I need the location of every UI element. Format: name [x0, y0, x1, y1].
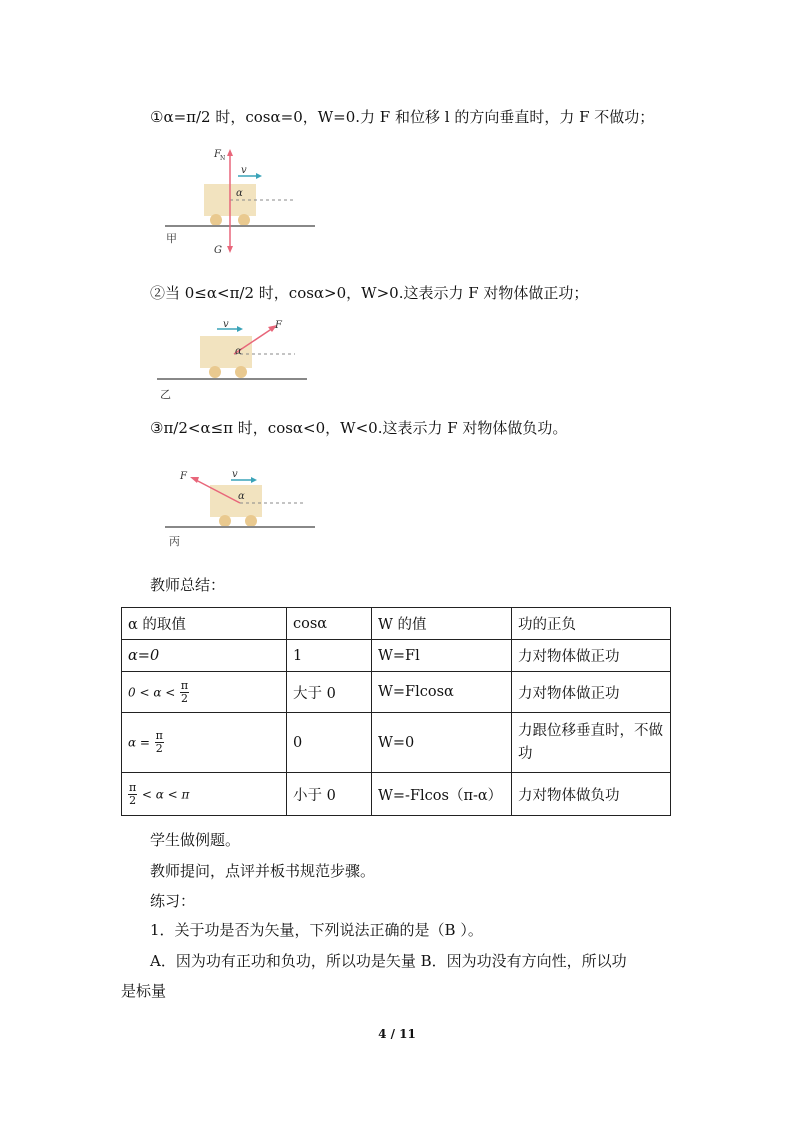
v-label: v — [223, 319, 229, 330]
v-label: v — [241, 165, 247, 176]
fraction-den: 2 — [129, 793, 137, 807]
cell-cos: 大于 0 — [287, 672, 372, 713]
figure-bing — [163, 455, 323, 550]
alpha-left: α = — [128, 735, 150, 750]
table-header-row — [122, 608, 671, 640]
cell-sign: 力对物体做正功 — [512, 640, 671, 672]
header-cos: cosα — [287, 608, 372, 640]
alpha-right: < α < π — [141, 787, 190, 801]
f-label: F — [180, 471, 187, 482]
cell-alpha — [122, 713, 287, 773]
wheel-right — [235, 366, 247, 378]
question1-line: 1．关于功是否为矢量，下列说法正确的是（B ）。 — [150, 921, 483, 939]
fraction-num: π — [180, 678, 189, 692]
fraction — [180, 680, 189, 705]
summary-heading: 教师总结： — [150, 576, 226, 594]
figure-yi — [155, 312, 315, 407]
caption-bing: 丙 — [169, 535, 180, 548]
figure-jia — [160, 140, 320, 265]
fraction-num: π — [129, 780, 137, 794]
g-label: G — [214, 245, 222, 256]
teacher-line: 教师提问，点评并板书规范步骤。 — [150, 862, 376, 880]
alpha-summary-table — [121, 607, 671, 816]
cell-sign: 力对物体做负功 — [512, 773, 671, 816]
alpha-label: α — [238, 491, 245, 502]
alpha-label: α — [235, 346, 242, 357]
cell-cos: 0 — [287, 713, 372, 773]
fn-label: F — [214, 149, 221, 160]
cell-w: W=Flcosα — [372, 672, 512, 713]
cell-w: W=Fl — [372, 640, 512, 672]
table-row — [122, 713, 671, 773]
case2-text: ②当 0≤α<π/2 时，cosα>0，W>0.这表示力 F 对物体做正功； — [150, 284, 589, 302]
cell-alpha — [122, 672, 287, 713]
fn-subscript: N — [220, 155, 226, 162]
case3-text: ③π/2<α≤π 时，cosα<0，W<0.这表示力 F 对物体做负功。 — [150, 419, 568, 437]
case1-text: ①α=π/2 时，cosα=0，W=0.力 F 和位移 l 的方向垂直时，力 F 不做功； — [150, 108, 655, 126]
cell-alpha: α=0 — [122, 640, 287, 672]
caption-yi: 乙 — [160, 388, 171, 401]
cell-cos: 1 — [287, 640, 372, 672]
fraction-den: 2 — [155, 742, 163, 755]
cell-alpha — [122, 773, 287, 816]
option-a-b-line: A．因为功有正功和负功，所以功是矢量 B．因为功没有方向性，所以功 — [150, 952, 627, 970]
page-number: 4 / 11 — [378, 1027, 416, 1041]
header-alpha: α 的取值 — [122, 608, 287, 640]
option-b-continued: 是标量 — [121, 982, 167, 1000]
wheel-right — [238, 214, 250, 226]
alpha-left: 0 < α < — [128, 685, 176, 699]
practice-line: 练习： — [150, 892, 196, 910]
cell-sign: 力对物体做正功 — [512, 672, 671, 713]
students-line: 学生做例题。 — [150, 831, 241, 849]
cell-w: W=-Flcos（π-α） — [372, 773, 512, 816]
f-label: F — [275, 320, 282, 331]
header-sign: 功的正负 — [512, 608, 671, 640]
alpha-label: α — [236, 188, 243, 199]
cart-body — [200, 336, 252, 368]
wheel-left — [210, 214, 222, 226]
v-label: v — [232, 469, 238, 480]
table-row — [122, 640, 671, 672]
cell-cos: 小于 0 — [287, 773, 372, 816]
wheel-right — [245, 515, 257, 527]
fraction — [155, 730, 164, 755]
wheel-left — [219, 515, 231, 527]
caption-jia: 甲 — [166, 232, 177, 245]
fraction-num: π — [155, 729, 163, 742]
table-row — [122, 672, 671, 713]
cell-w: W=0 — [372, 713, 512, 773]
table-row — [122, 773, 671, 816]
cell-sign: 力跟位移垂直时，不做功 — [512, 713, 671, 773]
wheel-left — [209, 366, 221, 378]
header-w: W 的值 — [372, 608, 512, 640]
fraction-den: 2 — [181, 691, 189, 705]
fraction — [128, 782, 137, 807]
